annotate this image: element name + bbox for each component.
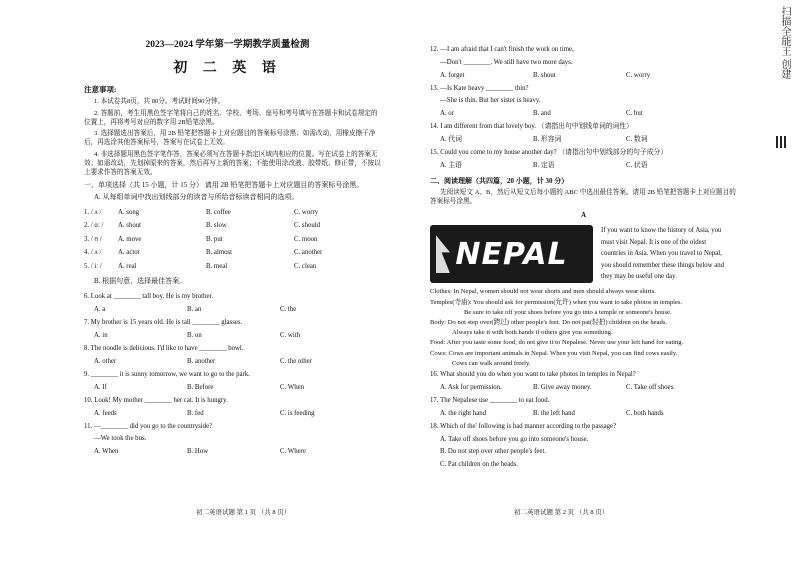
passage-paragraph: Temples(寺庙): You should ask for permission(允许) when you want to take photos in temples. (430, 298, 683, 306)
phonetic-question (84, 260, 383, 274)
part-b-instruction: B. 根据句意，选择最佳答案。 (94, 276, 187, 285)
question-10 (84, 395, 383, 421)
option-c: C. but (626, 110, 643, 117)
question-number: 4. / ʌ / (84, 249, 102, 257)
note-item: 2. 答题前，考生用黑色签字笔将自己的姓名、学校、考场、座号和考号填写在答题卡和试卷规定的位置上，再将考号对应的数字用 2B铅笔涂黑。 (84, 109, 378, 126)
option-b: B. slow (206, 222, 227, 230)
passage-intro-block (430, 225, 737, 283)
section-heading: 一、单项选择（共 15 小题，计 15 分） 请用 2B 铅笔把答题卡上对应题目的答案标号涂黑。 (84, 180, 364, 189)
question-stem: 8. The noodle is delicious. I'd like to have ________ bowl. (84, 344, 244, 352)
option-b: B. shout (533, 71, 556, 79)
phonetic-question (84, 247, 383, 261)
scanner-watermark: 扫描全能王 创建 (779, 6, 790, 80)
question-stem: 9. ________ it is sunny tomorrow, we want to go to the park. (84, 370, 250, 378)
option-c: C. 状语 (626, 162, 648, 169)
question-stem: 6. Look at ________ tall boy. He is my brother. (84, 292, 214, 300)
passage-paragraph: Cows can walk around freely. (452, 359, 531, 367)
question-stem: 13. —Is Kate heavy ________ thin? (430, 84, 529, 92)
phonetic-question (84, 206, 383, 220)
option-b: B. meal (206, 262, 228, 270)
option-a: A. 代词 (440, 136, 462, 143)
option-a: A. Take off shoes before you go into someone's house. (440, 435, 589, 443)
option-a: A. If (94, 383, 107, 391)
question-reply: —We took the bus. (94, 435, 147, 443)
question-11 (84, 421, 383, 460)
question-7 (84, 317, 383, 343)
question-6 (84, 291, 383, 317)
question-reply: —Don't ________. We still have two more days. (440, 58, 573, 66)
option-b: B. How (187, 448, 209, 456)
nepal-logo-image (430, 225, 593, 283)
option-c: C. another (294, 249, 323, 257)
question-stem: 12. —I am afraid that I can't finish the work on time, (430, 46, 574, 53)
question-stem: 18. Which of the' following is bad manner according to the passage? (430, 423, 617, 431)
question-stem: 15. Could you come to my house another day? （请指出句中划线部分的句子成分） (430, 149, 668, 156)
option-b: B. and (533, 110, 551, 117)
page-2 (397, 0, 737, 561)
part-a-instruction: A. 从每组单词中找出划线部分的读音与所给音标读音相同的选项。 (94, 192, 299, 201)
option-c: C. 数词 (626, 136, 648, 143)
question-stem: 14. I am different from that lovely boy. （请指出句中划线单词的词性） (430, 123, 633, 130)
question-stem: 7. My brother is 15 years old. He is tall ________ glasses. (84, 318, 243, 326)
option-c: C. Pat children on the heads. (440, 460, 518, 468)
option-a: A. in (94, 331, 108, 339)
option-a: A. song (118, 208, 140, 216)
question-17 (430, 395, 737, 421)
option-c: C. should (294, 222, 321, 230)
option-b: B. an (187, 305, 202, 313)
option-c: C. Where (280, 448, 306, 456)
question-number: 3. / ʊ / (84, 235, 102, 243)
question-9 (84, 369, 383, 395)
question-number: 2. / ɑː / (84, 222, 104, 230)
option-a: A. other (94, 357, 117, 365)
question-stem: 11. —________ did you go to the countryside? (84, 422, 213, 430)
passage-paragraph: Cows: Cows are important animals in Nepal. When you visit Nepal, you can find cows easily. (430, 349, 678, 357)
option-b: B. almost (206, 249, 233, 257)
option-b: B. Before (187, 383, 214, 391)
option-b: B. 定语 (533, 162, 555, 169)
passage-paragraph: Be sure to take off your shoes before you go into a temple or someone's house. (464, 308, 672, 316)
note-item: 4. 非选择题用黑色签字笔作答，答案必须写在答题卡指定区域内相应的位置。写在试卷上的答案无效；如需改动，先划掉原来的答案，然后再写上新的答案；不能使用涂改液、胶带纸、修正带，不按以上要求作答的答案无效。 (84, 151, 381, 176)
nepal-flag-icon (436, 235, 450, 273)
qr-code-icon (776, 136, 788, 148)
option-a: A. Ask for permission. (440, 384, 502, 392)
page-footer: 初二英语试题 第 1 页 （共 8 页） (196, 508, 291, 516)
page-footer: 初二英语试题 第 2 页 （共 8 页） (514, 508, 609, 516)
option-a: A. When (94, 448, 119, 456)
option-c: C. is feeding (280, 409, 315, 417)
question-number: 1. / ʌ / (84, 208, 102, 216)
option-a: A. or (440, 110, 454, 117)
passage-paragraph: Food: After you taste some food, do not give it to Nepalese. Never use your left hand for eating. (430, 339, 684, 347)
phonetic-question (84, 233, 383, 247)
question-14 (430, 121, 737, 147)
option-c: C. both hands (626, 410, 664, 418)
option-c: C. When (280, 383, 305, 391)
passage-paragraph: Clothes: In Nepal, women should not wear shorts and men should always wear shirts. (430, 288, 656, 296)
option-c: C. worry (294, 208, 319, 216)
question-16 (430, 369, 737, 395)
option-b: B. 形容词 (533, 136, 562, 143)
question-stem: 10. Look! My mother ________ her cat. It is hungry. (84, 396, 228, 404)
question-18 (430, 421, 737, 471)
option-c: C. moon (294, 235, 318, 243)
option-c: C. the (280, 305, 297, 313)
option-c: C. Take off shoes. (626, 384, 675, 392)
option-a: A. forget (440, 71, 465, 79)
passage-paragraph: Body: Do not step over(跨过) other people's feet. Do not pat(轻拍) children on the heads. (430, 318, 668, 326)
option-a: A. the right hand (440, 410, 487, 418)
nepal-logo-text: NEPAL (455, 236, 568, 272)
option-b: B. Do not step over other people's feet. (440, 448, 546, 456)
section-instruction: 先阅读短文 A、B，然后从短文后每小题的 ABC 中选出最佳答案。请用 2B 铅笔把答题卡上对应题目的答案标号涂黑。 (430, 188, 736, 205)
note-item: 1. 本试卷共8页，共 80分。考试时间90分钟。 (94, 97, 225, 105)
option-a: A. real (118, 262, 137, 270)
option-a: A. 主语 (440, 162, 462, 169)
passage-label: A (580, 210, 587, 219)
phonetic-question (84, 220, 383, 234)
option-c: C. with (280, 331, 301, 339)
question-15 (430, 147, 737, 173)
option-b: B. fed (187, 409, 204, 417)
passage-intro: If you want to know the history of Asia, you must visit Nepal. It is one of the oldest countries in Asia. When you travel to Nepal, you should remember these things below and they may be useful one day. (601, 227, 725, 281)
question-8 (84, 343, 383, 369)
option-a: A. feeds (94, 409, 117, 417)
option-a: A. a (94, 305, 106, 313)
option-b: B. on (187, 331, 202, 339)
option-c: C. worry (626, 71, 651, 79)
notes-heading: 注意事项: (84, 85, 117, 95)
question-12 (430, 44, 737, 83)
option-a: A. move (118, 235, 142, 243)
option-b: B. put (206, 235, 223, 243)
section-heading: 二、阅读理解（共四篇，20 小题，计 30 分） (430, 177, 569, 185)
question-13 (430, 83, 737, 122)
option-c: C. the other (280, 357, 312, 365)
question-stem: 17. The Nepalese use ________ to eat food. (430, 397, 550, 405)
question-number: 5. / iː / (84, 262, 102, 270)
exam-title: 2023—2024 学年第一学期教学质量检测 (145, 40, 310, 50)
passage-body (430, 287, 737, 369)
note-item: 3. 选择题选出答案后，用 2B 铅笔把答题卡上对应题目的答案标号涂黑；如需改动，用橡皮擦干净后，再选涂其他答案标号，答案写在试卷上无效。 (84, 130, 376, 147)
option-c: C. clean (294, 262, 317, 270)
option-b: B. another (187, 357, 216, 365)
option-b: B. the left hand (533, 410, 575, 418)
question-stem: 16. What should you do when you want to take photos in temples in Nepal? (430, 371, 636, 379)
option-a: A. actor (118, 249, 140, 257)
option-a: A. shout (118, 222, 142, 230)
question-reply: —She is thin. But her sister is heavy. (440, 97, 541, 104)
option-b: B. Give away money. (533, 384, 592, 392)
option-b: B. coffee (206, 208, 231, 216)
passage-paragraph: Always take it with both hands if others give you something. (452, 329, 613, 337)
subject-title: 初 二 英 语 (173, 60, 282, 76)
